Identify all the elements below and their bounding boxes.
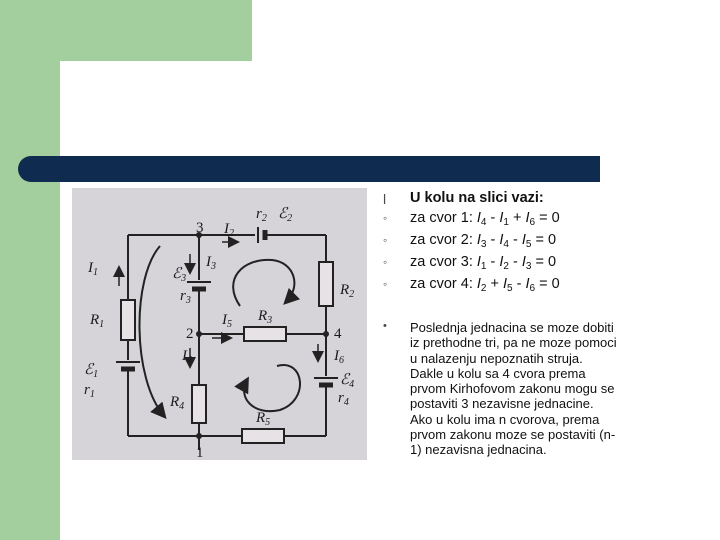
equation-node1: za cvor 1: $I_4 - I_1 + I_6 = 0$	[410, 210, 560, 228]
label-i3: $I_3$	[206, 254, 216, 272]
resistor-r2	[319, 262, 333, 306]
sub-bullet-marker: ◦	[383, 211, 388, 225]
paragraph-line: 1) nezavisna jednacina.	[410, 442, 547, 458]
label-i2: $I_2$	[224, 221, 234, 239]
label-emf1: ℰ$_1$	[84, 362, 99, 380]
node-label-4: 4	[334, 326, 342, 342]
resistors	[121, 262, 333, 443]
batteries	[114, 225, 340, 386]
equation-node4: za cvor 4: $I_2 + I_5 - I_6 = 0$	[410, 276, 560, 294]
label-r3: $R_3$	[258, 308, 273, 326]
explanation-paragraph	[410, 320, 672, 458]
bullet-text: U kolu na slici vazi:	[410, 190, 544, 206]
label-r2: $R_2$	[340, 282, 355, 300]
title-bar	[18, 156, 600, 182]
sub-bullet-marker: ◦	[383, 255, 388, 269]
label-i4: $I_4$	[182, 348, 192, 366]
paragraph-line: Poslednja jednacina se moze dobiti	[410, 320, 614, 335]
template-green-left	[0, 0, 60, 540]
resistor-r1	[121, 300, 135, 340]
label-emf4: ℰ$_4$	[340, 372, 355, 390]
label-r-int3: $r_3$	[180, 288, 191, 306]
circuit-diagram	[72, 188, 367, 460]
paragraph-line: prvom zakonu moze se postaviti (n-	[410, 427, 616, 443]
label-r-int4: $r_4$	[338, 390, 349, 408]
label-r-int1: $r_1$	[84, 382, 95, 400]
label-i5: $I_5$	[222, 312, 232, 330]
current-arrows	[119, 242, 318, 366]
resistor-r3	[244, 327, 286, 341]
circuit-wires	[128, 235, 326, 450]
paragraph-line: prvom Kirhofovom zakonu mogu se	[410, 381, 615, 397]
equation-node2: za cvor 2: $I_3 - I_4 - I_5 = 0$	[410, 232, 557, 250]
label-r-int2: $r_2$	[256, 206, 267, 224]
resistor-r4	[192, 385, 206, 423]
paragraph-line: iz prethodne tri, pa ne moze pomoci	[410, 335, 617, 351]
sub-bullet-marker: ◦	[383, 233, 388, 247]
paragraph-line: postaviti 3 nezavisne jednacine.	[410, 396, 594, 412]
paragraph-line: Dakle u kolu sa 4 cvora prema	[410, 365, 586, 381]
bullet-marker: l	[383, 191, 387, 207]
label-i6: $I_6$	[334, 348, 344, 366]
paragraph-line: Ako u kolu ima n cvorova, prema	[410, 411, 600, 427]
paragraph-line: u nalazenju nepoznatih struja.	[410, 350, 583, 366]
node-label-3: 3	[196, 220, 204, 236]
sub-bullet-marker: ◦	[383, 277, 388, 291]
label-r4: $R_4$	[170, 394, 185, 412]
label-emf3: ℰ$_3$	[172, 266, 187, 284]
node-label-1: 1	[196, 445, 204, 460]
equation-node3: za cvor 3: $I_1 - I_2 - I_3 = 0$	[410, 254, 557, 272]
node-label-2: 2	[186, 326, 194, 342]
label-r5: $R_5$	[256, 410, 271, 428]
resistor-r5	[242, 429, 284, 443]
circuit-diagram-photo	[72, 188, 367, 460]
label-r1: $R_1$	[90, 312, 105, 330]
label-emf2: ℰ$_2$	[278, 206, 293, 224]
bullet-marker: •	[383, 320, 387, 332]
label-i1: $I_1$	[88, 260, 98, 278]
